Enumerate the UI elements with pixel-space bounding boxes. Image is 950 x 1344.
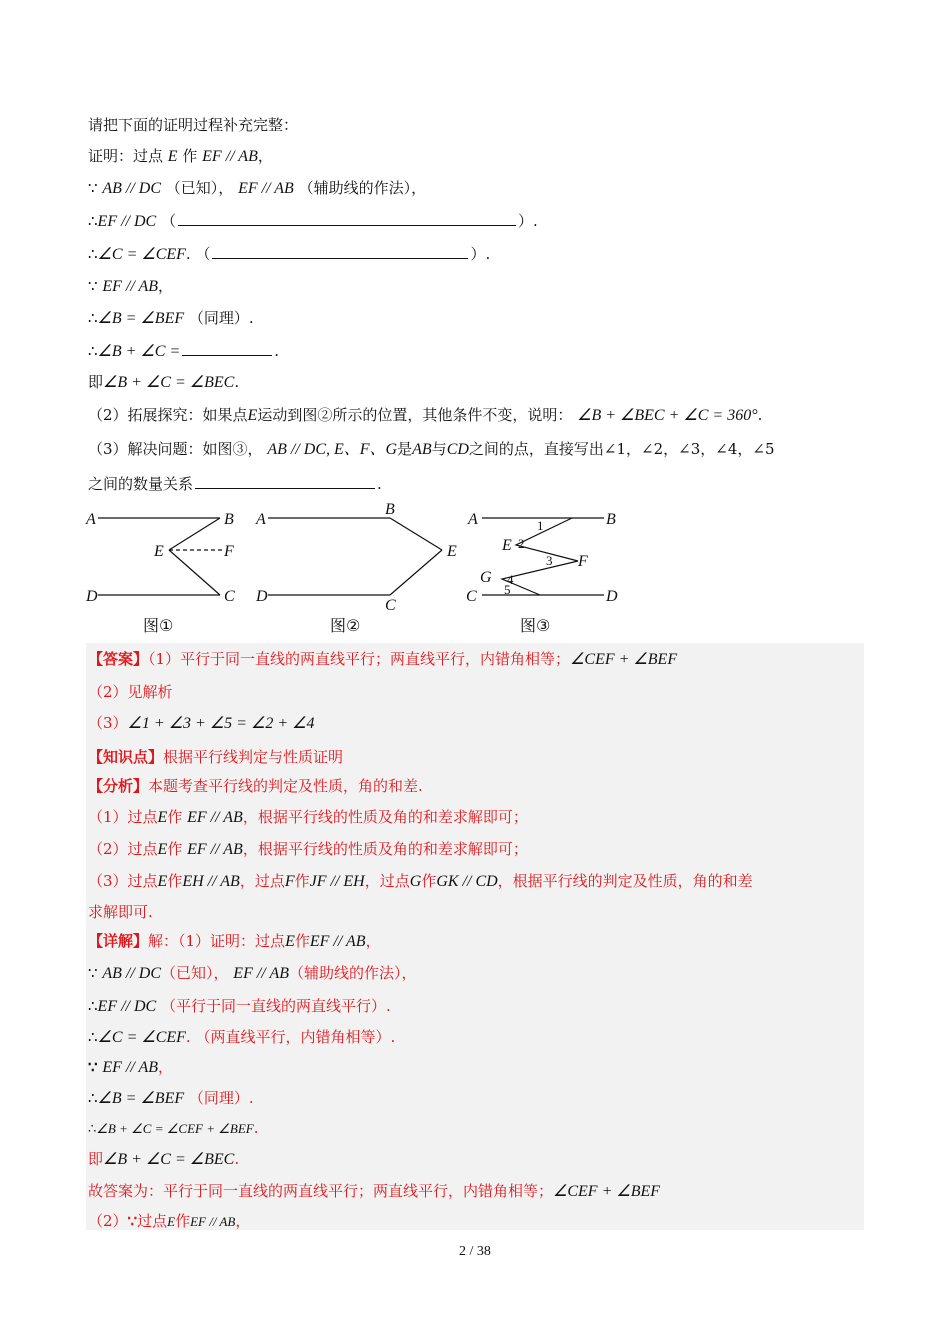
math-expr: AB // DC	[102, 965, 161, 982]
proof-text: （辅助线的作法），	[298, 179, 427, 197]
detail-text: .	[253, 1119, 259, 1137]
detail-text: （2）	[88, 1212, 128, 1230]
part2-line	[88, 404, 864, 427]
math-expr: GK // CD	[436, 873, 498, 890]
proof-text: 作	[182, 147, 198, 165]
answer-tag: 【答案】	[88, 650, 149, 668]
figure-3	[464, 502, 634, 616]
detail-line-1	[88, 930, 864, 953]
detail-text: （辅助线的作法），	[289, 964, 417, 982]
part3b-line	[88, 472, 864, 495]
analysis-text: 作	[294, 872, 310, 890]
question-text: 之间的点，直接写出∠1，∠2，∠3，∠4，∠5	[468, 440, 775, 458]
analysis-line-3b: 求解即可.	[88, 903, 153, 921]
analysis-text: （3）过点	[88, 872, 158, 890]
analysis-line	[88, 775, 864, 797]
angle-4-label: 4	[507, 572, 514, 587]
detail-text: ，	[235, 1212, 251, 1230]
point-label: E	[167, 148, 178, 165]
analysis-text: 作	[167, 840, 183, 858]
math-expr: ∠B = ∠BEF	[97, 1090, 185, 1107]
analysis-text: （2）过点	[88, 840, 158, 858]
detail-line-2	[88, 962, 864, 985]
math-expr: EF // AB	[309, 933, 366, 950]
knowledge-tag: 【知识点】	[88, 748, 164, 766]
analysis-text: 作	[167, 808, 183, 826]
math-expr: EF // AB	[102, 1059, 159, 1076]
label-c: C	[466, 588, 477, 605]
question-text: 与	[431, 440, 447, 458]
point-label: E	[285, 933, 295, 950]
because-symbol: ∵	[88, 1058, 98, 1076]
math-expr: JF // EH	[309, 873, 365, 890]
proof-line-7	[88, 339, 864, 363]
analysis-text: （1）过点	[88, 808, 158, 826]
answer-blank[interactable]	[178, 209, 516, 226]
because-symbol: ∵	[88, 179, 98, 197]
label-f: F	[578, 553, 588, 570]
because-symbol: ∵	[88, 277, 98, 295]
detail-text: 作	[175, 1212, 191, 1230]
proof-line-1	[88, 145, 864, 168]
math-expr: EF // DC	[97, 213, 157, 230]
detail-line-7	[88, 1117, 864, 1141]
detail-text: .	[234, 1150, 240, 1168]
math-expr: EF // AB	[190, 1214, 236, 1229]
math-expr: ∠B + ∠BEC + ∠C = 360°	[577, 407, 758, 424]
math-expr: EF // AB	[102, 278, 159, 295]
proof-text: .	[274, 342, 280, 360]
detail-text: 解：（1）证明：过点	[148, 932, 286, 950]
label-e: E	[154, 543, 164, 560]
figure-1-diagram	[84, 502, 244, 612]
answer-text: （1）平行于同一直线的两直线平行；两直线平行，内错角相等；	[148, 650, 571, 668]
proof-line-5	[88, 275, 864, 298]
label-c: C	[224, 588, 235, 605]
analysis-tag: 【分析】	[88, 777, 149, 795]
label-a: A	[256, 511, 266, 528]
math-expr: ∠B + ∠C = ∠CEF + ∠BEF	[96, 1121, 254, 1136]
analysis-text: 本题考查平行线的判定及性质，角的和差.	[148, 777, 423, 795]
answer-blank[interactable]	[182, 339, 272, 356]
label-a: A	[86, 511, 96, 528]
analysis-line-2	[88, 838, 864, 861]
detail-line-4	[88, 1026, 864, 1049]
detail-text: （同理）.	[188, 1089, 254, 1107]
analysis-text: ，根据平行线的判定及性质，角的和差	[497, 872, 753, 890]
detail-tag: 【详解】	[88, 932, 149, 950]
detail-line-3	[88, 995, 864, 1018]
angle-2-label: 2	[518, 536, 525, 551]
figure-1-caption: 图①	[143, 616, 174, 635]
math-expr: EF // AB	[238, 180, 294, 197]
analysis-text: 作	[167, 872, 183, 890]
detail-line-10	[88, 1210, 864, 1233]
point-label: E	[157, 873, 168, 890]
math-expr: ∠C = ∠CEF	[97, 246, 186, 263]
math-expr: EF // AB	[202, 148, 258, 165]
detail-text: 过点	[137, 1212, 168, 1230]
detail-line-5	[88, 1056, 864, 1079]
question-text: .	[757, 406, 763, 424]
proof-line-4	[88, 242, 864, 266]
question-text: 运动到图②所示的位置，其他条件不变，说明：	[257, 406, 573, 424]
math-expr: CD	[446, 441, 469, 458]
label-f: F	[224, 543, 234, 560]
point-label: F	[284, 873, 295, 890]
analysis-line-1	[88, 806, 864, 829]
label-b: B	[385, 502, 395, 518]
proof-text: ，	[158, 277, 174, 295]
detail-line-9	[88, 1180, 864, 1203]
answer-text: （3）	[88, 714, 128, 732]
proof-text: ）.	[470, 245, 491, 263]
detail-line-8	[88, 1148, 864, 1171]
answer-line-2: （2）见解析	[88, 683, 173, 701]
math-expr: AB // DC	[102, 180, 161, 197]
figure-2-diagram	[254, 502, 474, 612]
detail-text: （已知），	[161, 964, 229, 982]
proof-text: 证明：过点	[88, 147, 164, 165]
proof-text: ）.	[518, 212, 538, 230]
proof-text: （已知），	[165, 179, 234, 197]
proof-line-2	[88, 177, 864, 200]
label-b: B	[224, 511, 234, 528]
answer-blank[interactable]	[212, 242, 468, 259]
label-d: D	[256, 588, 268, 605]
answer-line-3	[88, 712, 864, 735]
label-a: A	[468, 511, 478, 528]
math-expr: ∠1 + ∠3 + ∠5 = ∠2 + ∠4	[127, 715, 315, 732]
angle-3-label: 3	[546, 553, 553, 568]
therefore-symbol: ∴	[88, 342, 98, 360]
proof-text: （	[161, 212, 177, 230]
detail-text: 即	[88, 1150, 104, 1168]
point-label: E	[247, 407, 258, 424]
math-expr: EF // AB	[187, 809, 243, 826]
proof-text: 即	[88, 373, 104, 391]
therefore-symbol: ∴	[88, 1122, 97, 1137]
label-g: G	[480, 569, 492, 586]
figure-2	[254, 502, 474, 616]
figure-3-diagram	[464, 502, 634, 612]
math-expr: EF // DC	[97, 998, 157, 1015]
label-d: D	[86, 588, 98, 605]
math-expr: ∠B + ∠C = ∠BEC	[103, 374, 235, 391]
question-text: .	[377, 475, 382, 493]
therefore-symbol: ∴	[88, 1089, 98, 1107]
therefore-symbol: ∴	[88, 997, 98, 1015]
analysis-text: ，过点	[239, 872, 285, 890]
knowledge-text: 根据平行线判定与性质证明	[163, 748, 344, 766]
angle-5-label: 5	[504, 582, 511, 597]
page-number: 2 / 38	[459, 1244, 491, 1259]
proof-line-8	[88, 371, 864, 394]
figure-3-caption: 图③	[520, 616, 551, 635]
knowledge-point-line	[88, 746, 864, 768]
figure-1	[84, 502, 244, 616]
math-expr: ∠CEF + ∠BEF	[570, 651, 678, 668]
question-intro: 请把下面的证明过程补充完整：	[88, 116, 299, 134]
figure-2-caption: 图②	[330, 616, 361, 635]
because-symbol: ∵	[127, 1212, 138, 1230]
detail-text: . （两直线平行，内错角相等）.	[185, 1028, 396, 1046]
answer-line-1	[88, 648, 864, 671]
detail-text: ，	[365, 932, 381, 950]
analysis-text: ，根据平行线的性质及角的和差求解即可；	[242, 808, 528, 826]
part3-line	[88, 438, 864, 461]
detail-text: 故答案为：平行于同一直线的两直线平行；两直线平行，内错角相等；	[88, 1182, 554, 1200]
math-expr: ∠B = ∠BEF	[97, 310, 185, 327]
label-b: B	[606, 511, 616, 528]
math-expr: AB // DC, E、F、G	[267, 441, 398, 458]
detail-text: 作	[294, 932, 310, 950]
point-label: G	[409, 873, 422, 890]
detail-text: （平行于同一直线的两直线平行）.	[161, 997, 391, 1015]
question-text: 是	[397, 440, 413, 458]
therefore-symbol: ∴	[88, 1028, 98, 1046]
therefore-symbol: ∴	[88, 212, 98, 230]
therefore-symbol: ∴	[88, 245, 98, 263]
analysis-text: ，根据平行线的性质及角的和差求解即可；	[242, 840, 528, 858]
question-text: （3）解决问题：如图③，	[88, 440, 263, 458]
proof-text: （同理）.	[188, 309, 254, 327]
proof-text: . （	[185, 245, 211, 263]
question-text: （2）拓展探究：如果点	[88, 406, 248, 424]
proof-line-3	[88, 209, 864, 233]
math-expr: AB	[412, 441, 432, 458]
proof-text: ，	[257, 147, 273, 165]
math-expr: ∠CEF + ∠BEF	[553, 1183, 661, 1200]
label-e: E	[447, 543, 457, 560]
analysis-text: ，过点	[364, 872, 410, 890]
analysis-line-3	[88, 870, 864, 893]
point-label: E	[157, 841, 168, 858]
label-d: D	[606, 588, 618, 605]
detail-line-6	[88, 1087, 864, 1110]
answer-blank[interactable]	[195, 472, 375, 489]
label-c: C	[385, 597, 396, 612]
because-symbol: ∵	[88, 964, 98, 982]
label-e: E	[502, 537, 512, 554]
math-expr: EF // AB	[233, 965, 289, 982]
question-text: 之间的数量关系	[88, 475, 194, 493]
math-expr: ∠B + ∠C = ∠BEC	[103, 1151, 235, 1168]
proof-text: .	[234, 373, 240, 391]
therefore-symbol: ∴	[88, 309, 98, 327]
detail-text: ，	[158, 1058, 174, 1076]
point-label: E	[157, 809, 168, 826]
math-expr: EF // AB	[187, 841, 243, 858]
math-expr: ∠C = ∠CEF	[97, 1029, 186, 1046]
angle-1-label: 1	[537, 518, 544, 533]
math-expr: EH // AB	[182, 873, 240, 890]
analysis-text: 作	[421, 872, 437, 890]
proof-line-6	[88, 307, 864, 330]
point-label: E	[167, 1214, 176, 1229]
math-expr: ∠B + ∠C =	[97, 343, 181, 360]
